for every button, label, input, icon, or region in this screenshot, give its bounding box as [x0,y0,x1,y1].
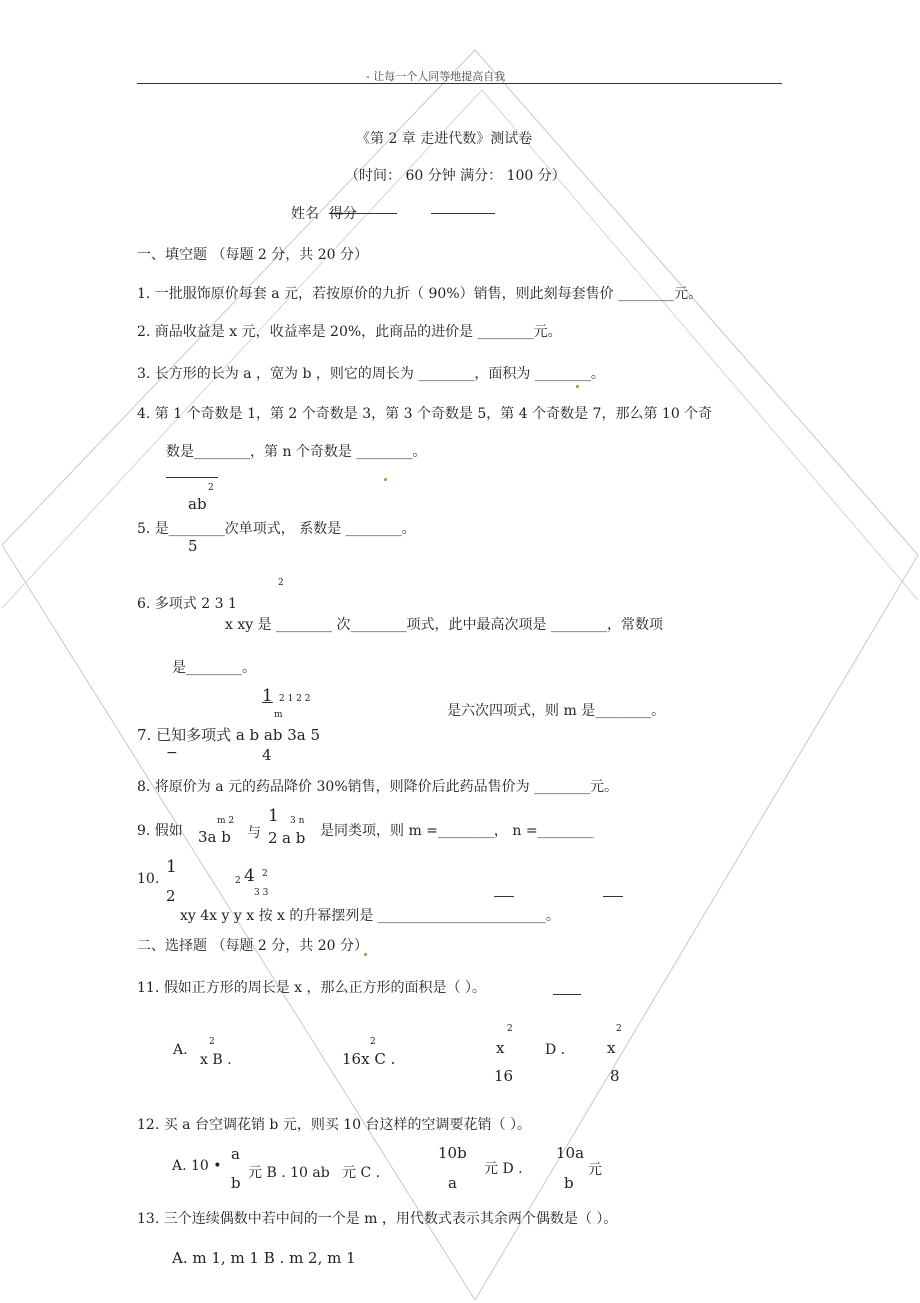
q9-fraction-den: 2 [268,829,278,847]
question-8: 8. 将原价为 a 元的药品降价 30%销售，则降价后此药品售价为 ________元。 [137,779,619,795]
q12-c-den: a [448,1174,457,1192]
q13-options: A. m 1, m 1 B . m 2, m 1 [172,1249,356,1267]
q9-with: 与 [247,825,261,841]
q5-denominator: 5 [188,537,198,555]
q10-label: 10. [137,871,160,887]
q11-option-a-label: A. [173,1042,188,1058]
q7-m-sub: m [274,710,283,720]
q11-option-c: 16x C . [342,1050,396,1068]
q11-x2-sup: 2 [616,1024,622,1034]
q12-a-num: a [231,1145,240,1163]
question-3: 3. 长方形的长为 a ，宽为 b ，则它的周长为 ________，面积为 ________。 [137,366,605,382]
q10-sup-b: 2 [262,869,268,879]
q7-denominator: 4 [262,746,272,764]
question-7-prefix: 7. 已知多项式 a b ab 3a 5 [137,726,321,744]
q12-d-den: b [564,1174,574,1192]
page-title: 《第 2 章 走进代数》测试卷 [356,131,533,147]
q10-fraction-num: 1 [166,857,177,877]
q9-sup1: m 2 [217,816,235,826]
q7-minus: − [166,745,178,761]
question-7-suffix: 是六次四项式，则 m 是________。 [447,703,666,719]
name-blank [353,213,397,214]
q9-fraction-num: 1 [268,806,279,826]
q12-yuan-end: 元 [588,1162,602,1178]
question-4-line1: 4. 第 1 个奇数是 1，第 2 个奇数是 3，第 3 个奇数是 5，第 4 个奇数是 7，那么第 10 个奇 [137,406,713,422]
q12-d-num: 10a [556,1144,585,1162]
q12-a-den: b [231,1174,241,1192]
q12-c-num: 10b [438,1144,467,1162]
q5-numerator: ab [188,495,207,513]
q11-16: 16 [494,1067,514,1085]
q10-sup-a: 2 [235,876,241,886]
q11-option-a: x B . [200,1052,232,1068]
question-12: 12. 买 a 台空调花销 b 元，则买 10 台这样的空调要花销（ ）。 [137,1117,531,1133]
q12-option-c: 元 C . [342,1165,381,1181]
q9-sup2: 3 n [290,816,305,826]
q11-option-d: D . [545,1042,566,1058]
question-4-line2: 数是________，第 n 个奇数是 ________。 [166,444,427,460]
question-6-prefix: 6. 多项式 2 3 1 [137,596,237,612]
q9-term1: 3a b [198,828,231,846]
q10-sup-c: 3 3 [254,888,269,898]
question-9-prefix: 9. 假如 [137,823,183,839]
q7-superscripts: 2 1 2 2 [279,694,311,704]
name-label: 姓名 [291,206,319,222]
score-blank [431,213,495,214]
question-5: 5. 是________次单项式， 系数是 ________。 [137,521,416,537]
question-13: 13. 三个连续偶数中若中间的一个是 m ，用代数式表示其余两个偶数是（ ）。 [137,1211,618,1227]
header-rule [137,83,782,84]
question-10: xy 4x y y x 按 x 的升幂摆列是 ________________________。 [180,908,560,924]
q11-x1: x [496,1039,505,1057]
question-2: 2. 商品收益是 x 元，收益率是 20%，此商品的进价是 ________元。 [137,324,562,340]
q11-optC-sup: 2 [370,1037,376,1047]
question-6-line3: 是________。 [172,660,256,676]
q5-exponent: 2 [208,483,214,493]
q11-dash [553,994,581,995]
q5-fraction-bar [166,477,218,478]
q12-option-a: A. 10 • [172,1158,222,1174]
q11-8: 8 [610,1067,620,1085]
q11-x1-sup: 2 [507,1024,513,1034]
q10-dash-1 [494,896,514,897]
q11-optA-sup: 2 [209,1037,215,1047]
question-9-suffix: 是同类项，则 m =________， n =________ [320,823,594,839]
question-6-line2: x xy 是 ________ 次________项式，此中最高次项是 ________，常数项 [225,617,663,633]
q10-four: 4 [244,866,255,886]
watermark-dot [384,478,387,481]
section-heading-choice: 二、选择题 （每题 2 分，共 20 分） [137,938,368,954]
page-subtitle: （时间： 60 分钟 满分： 100 分） [345,168,566,184]
q12-option-d: 元 D . [484,1161,523,1177]
q7-fraction-top: 1 [262,686,273,706]
q10-dash-2 [603,896,623,897]
section-heading-fill: 一、填空题 （每题 2 分，共 20 分） [137,247,368,263]
q12-option-b: 元 B . 10 ab [248,1165,330,1181]
score-label: 得分 [329,206,357,222]
q6-exponent: 2 [278,578,284,588]
page-header: - 让每一个人同等地提高自我 [366,70,506,83]
question-1: 1. 一批服饰原价每套 a 元，若按原价的九折（ 90%）销售，则此刻每套售价 ________元。 [137,286,703,302]
q10-fraction-den: 2 [166,887,176,905]
watermark-dot [576,385,579,388]
question-11: 11. 假如正方形的周长是 x ，那么正方形的面积是（ ）。 [137,980,486,996]
q9-term2: a b [282,829,306,847]
q11-x2: x [607,1039,616,1057]
